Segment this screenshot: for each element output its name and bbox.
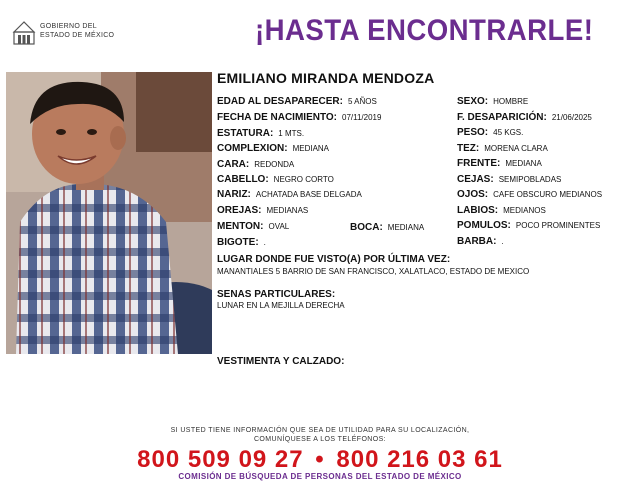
peso-value: 45 KGS.	[493, 128, 524, 137]
field-frente	[457, 158, 542, 169]
lugar-label: LUGAR DONDE FUE VISTO(A) POR ÚLTIMA VEZ:	[217, 254, 451, 265]
estatura-label: ESTATURA:	[217, 128, 274, 139]
page-title: ¡HASTA ENCONTRARLE!	[255, 14, 594, 47]
field-fecha-desaparicion	[457, 112, 592, 123]
boca-label: BOCA:	[350, 222, 383, 233]
commission-name: COMISIÓN DE BÚSQUEDA DE PERSONAS DEL ESTADO DE MÉXICO	[178, 472, 462, 481]
fnac-label: FECHA DE NACIMIENTO:	[217, 112, 337, 123]
field-edad	[217, 96, 377, 107]
footer-note-line-2: COMUNÍQUESE A LOS TELÉFONOS:	[253, 436, 387, 443]
phone-numbers	[0, 446, 640, 474]
field-tez	[457, 143, 548, 154]
barba-label: BARBA:	[457, 236, 497, 247]
field-ojos	[457, 189, 602, 200]
labios-label: LABIOS:	[457, 205, 499, 216]
phone-separator: •	[315, 446, 325, 473]
estatura-value: 1 MTS.	[278, 129, 305, 138]
gobierno-logo-icon	[12, 20, 36, 46]
cara-label: CARA:	[217, 159, 250, 170]
complexion-value: MEDIANA	[292, 144, 330, 153]
phone-2[interactable]: 800 216 03 61	[336, 446, 503, 473]
logo-line-2: ESTADO DE MÉXICO	[40, 32, 115, 39]
sexo-value: HOMBRE	[493, 97, 529, 106]
sexo-label: SEXO:	[457, 96, 489, 107]
field-menton	[217, 221, 289, 232]
orejas-value: MEDIANAS	[266, 206, 309, 215]
bigote-value: .	[263, 238, 266, 247]
fdes-value: 21/06/2025	[551, 113, 592, 122]
ojos-value: CAFE OBSCURO MEDIANOS	[493, 190, 603, 199]
field-bigote	[217, 237, 266, 248]
ojos-label: OJOS:	[457, 189, 489, 200]
fdes-label: F. DESAPARICIÓN:	[457, 112, 547, 123]
cara-value: REDONDA	[254, 160, 295, 169]
pomulos-label: POMULOS:	[457, 220, 511, 231]
child-photo	[6, 72, 212, 354]
frente-value: MEDIANA	[505, 159, 542, 168]
field-complexion	[217, 143, 329, 154]
senas-value: LUNAR EN LA MEJILLA DERECHA	[217, 301, 345, 310]
field-boca	[350, 222, 424, 233]
labios-value: MEDIANOS	[503, 206, 546, 215]
nariz-value: ACHATADA BASE DELGADA	[255, 190, 362, 199]
menton-label: MENTON:	[217, 221, 264, 232]
field-pomulos	[457, 220, 600, 231]
edad-value: 5 AÑOS	[347, 97, 377, 106]
tez-value: MORENA CLARA	[484, 144, 548, 153]
complexion-label: COMPLEXION:	[217, 143, 288, 154]
person-name: EMILIANO MIRANDA MENDOZA	[217, 70, 435, 86]
field-labios	[457, 205, 546, 216]
edad-label: EDAD AL DESAPARECER:	[217, 96, 343, 107]
field-peso	[457, 127, 523, 138]
bigote-label: BIGOTE:	[217, 237, 259, 248]
field-barba	[457, 236, 504, 247]
field-estatura	[217, 128, 304, 139]
field-orejas	[217, 205, 308, 216]
senas-label: SENAS PARTICULARES:	[217, 289, 336, 300]
cejas-value: SEMIPOBLADAS	[498, 175, 562, 184]
menton-value: OVAL	[268, 222, 290, 231]
cabello-label: CABELLO:	[217, 174, 269, 185]
phone-1[interactable]: 800 509 09 27	[137, 446, 304, 473]
logo-line-1: GOBIERNO DEL	[40, 23, 97, 30]
gobierno-logo-text	[40, 22, 114, 40]
fnac-value: 07/11/2019	[342, 113, 382, 122]
peso-label: PESO:	[457, 127, 489, 138]
orejas-label: OREJAS:	[217, 205, 262, 216]
frente-label: FRENTE:	[457, 158, 501, 169]
vestimenta-label: VESTIMENTA Y CALZADO:	[217, 356, 345, 367]
footer-note-line-1: SI USTED TIENE INFORMACIÓN QUE SEA DE UTILIDAD PARA SU LOCALIZACIÓN,	[170, 427, 470, 434]
lugar-value: MANANTIALES 5 BARRIO DE SAN FRANCISCO, XALATLACO, ESTADO DE MEXICO	[217, 267, 530, 276]
tez-label: TEZ:	[457, 143, 480, 154]
pomulos-value: POCO PROMINENTES	[515, 221, 601, 230]
field-cejas	[457, 174, 561, 185]
field-fecha-nacimiento	[217, 112, 381, 123]
field-sexo	[457, 96, 528, 107]
field-cabello	[217, 174, 334, 185]
field-nariz	[217, 189, 362, 200]
cabello-value: NEGRO CORTO	[273, 175, 334, 184]
boca-value: MEDIANA	[387, 223, 425, 232]
nariz-label: NARIZ:	[217, 189, 251, 200]
barba-value: .	[501, 237, 504, 246]
cejas-label: CEJAS:	[457, 174, 494, 185]
field-cara	[217, 159, 294, 170]
